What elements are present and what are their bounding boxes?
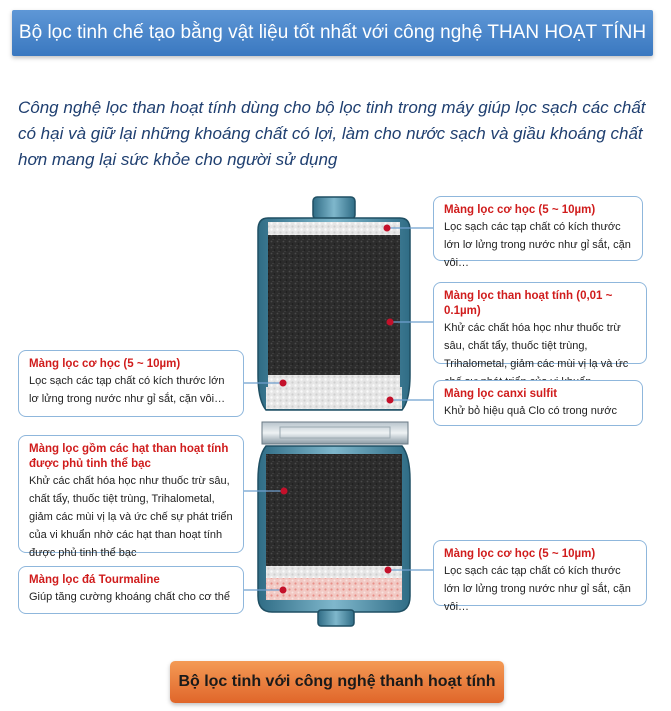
callout-desc: Lọc sạch các tạp chất có kích thước lớn lơ lửng trong nước như gỉ sắt, cặn vôi… [29, 375, 226, 405]
intro-text: Công nghệ lọc than hoạt tính dùng cho bộ lọc tinh trong máy giúp lọc sạch các chất có hại và giữ lại những khoáng chất có lợi, làm cho nước sạch và giầu khoáng chất hơn mang lại sức khỏe cho người sử dụng [18, 98, 646, 169]
callout-desc: Lọc sạch các tạp chất có kích thước lớn lơ lửng trong nước như gỉ sắt, cặn vôi… [444, 565, 631, 613]
header-banner: Bộ lọc tinh chế tạo bằng vật liệu tốt nhất với công nghệ THAN HOẠT TÍNH [12, 10, 653, 56]
callout-silver-carbon [18, 435, 244, 559]
callout-activated-carbon [433, 282, 647, 370]
callout-desc: Khử bỏ hiệu quả Clo có trong nước [444, 405, 617, 417]
layer-tourmaline [266, 578, 402, 600]
filter-technology-button[interactable]: Bộ lọc tinh với công nghệ thanh hoạt tính [170, 661, 504, 703]
callout-bottom-mechanical [433, 540, 647, 613]
callout-title: Màng lọc gồm các hạt than hoạt tính được phủ tinh thể bạc [29, 443, 229, 470]
layer-activated-carbon [268, 235, 400, 375]
callout-desc: Lọc sạch các tạp chất có kích thước lớn lơ lửng trong nước như gỉ sắt, cặn vôi… [444, 221, 631, 269]
layer-silver-carbon [266, 454, 402, 566]
layer-calcium-sulfite [266, 387, 402, 409]
layer-mid-mechanical [268, 375, 400, 387]
callout-tourmaline [18, 566, 244, 614]
callout-desc: Khử các chất hóa học như thuốc trừ sâu, chất tẩy, thuốc tiệt trùng, Trihalometal, giảm các mùi vị lạ và ức chế sự phát triển của vi khuẩn nhờ các hạt than hoạt tính được phủ tinh thể bạc [29, 475, 233, 559]
callout-title: Màng lọc than hoạt tính (0,01 ~ 0.1µm) [444, 290, 613, 317]
cartridge-body [258, 197, 410, 626]
layer-top-mechanical [268, 222, 400, 235]
callout-title: Màng lọc cơ học (5 ~ 10µm) [444, 204, 596, 216]
callout-title: Màng lọc đá Tourmaline [29, 574, 160, 586]
callout-calcium-sulfite [433, 380, 643, 426]
callout-mid-mechanical [18, 350, 244, 417]
callout-title: Màng lọc cơ học (5 ~ 10µm) [29, 358, 181, 370]
layer-bottom-mechanical [266, 566, 402, 578]
callout-title: Màng lọc canxi sulfit [444, 388, 558, 400]
callout-desc: Khử các chất hóa học như thuốc trừ sâu, chất tẩy, thuốc tiệt trùng, Trihalometal, giảm các mùi vị lạ và ức [444, 322, 629, 370]
metal-ring [262, 422, 408, 444]
callout-desc: Giúp tăng cường khoáng chất cho cơ thể [29, 591, 230, 603]
callout-title: Màng lọc cơ học (5 ~ 10µm) [444, 548, 596, 560]
callout-top-mechanical [433, 196, 643, 269]
